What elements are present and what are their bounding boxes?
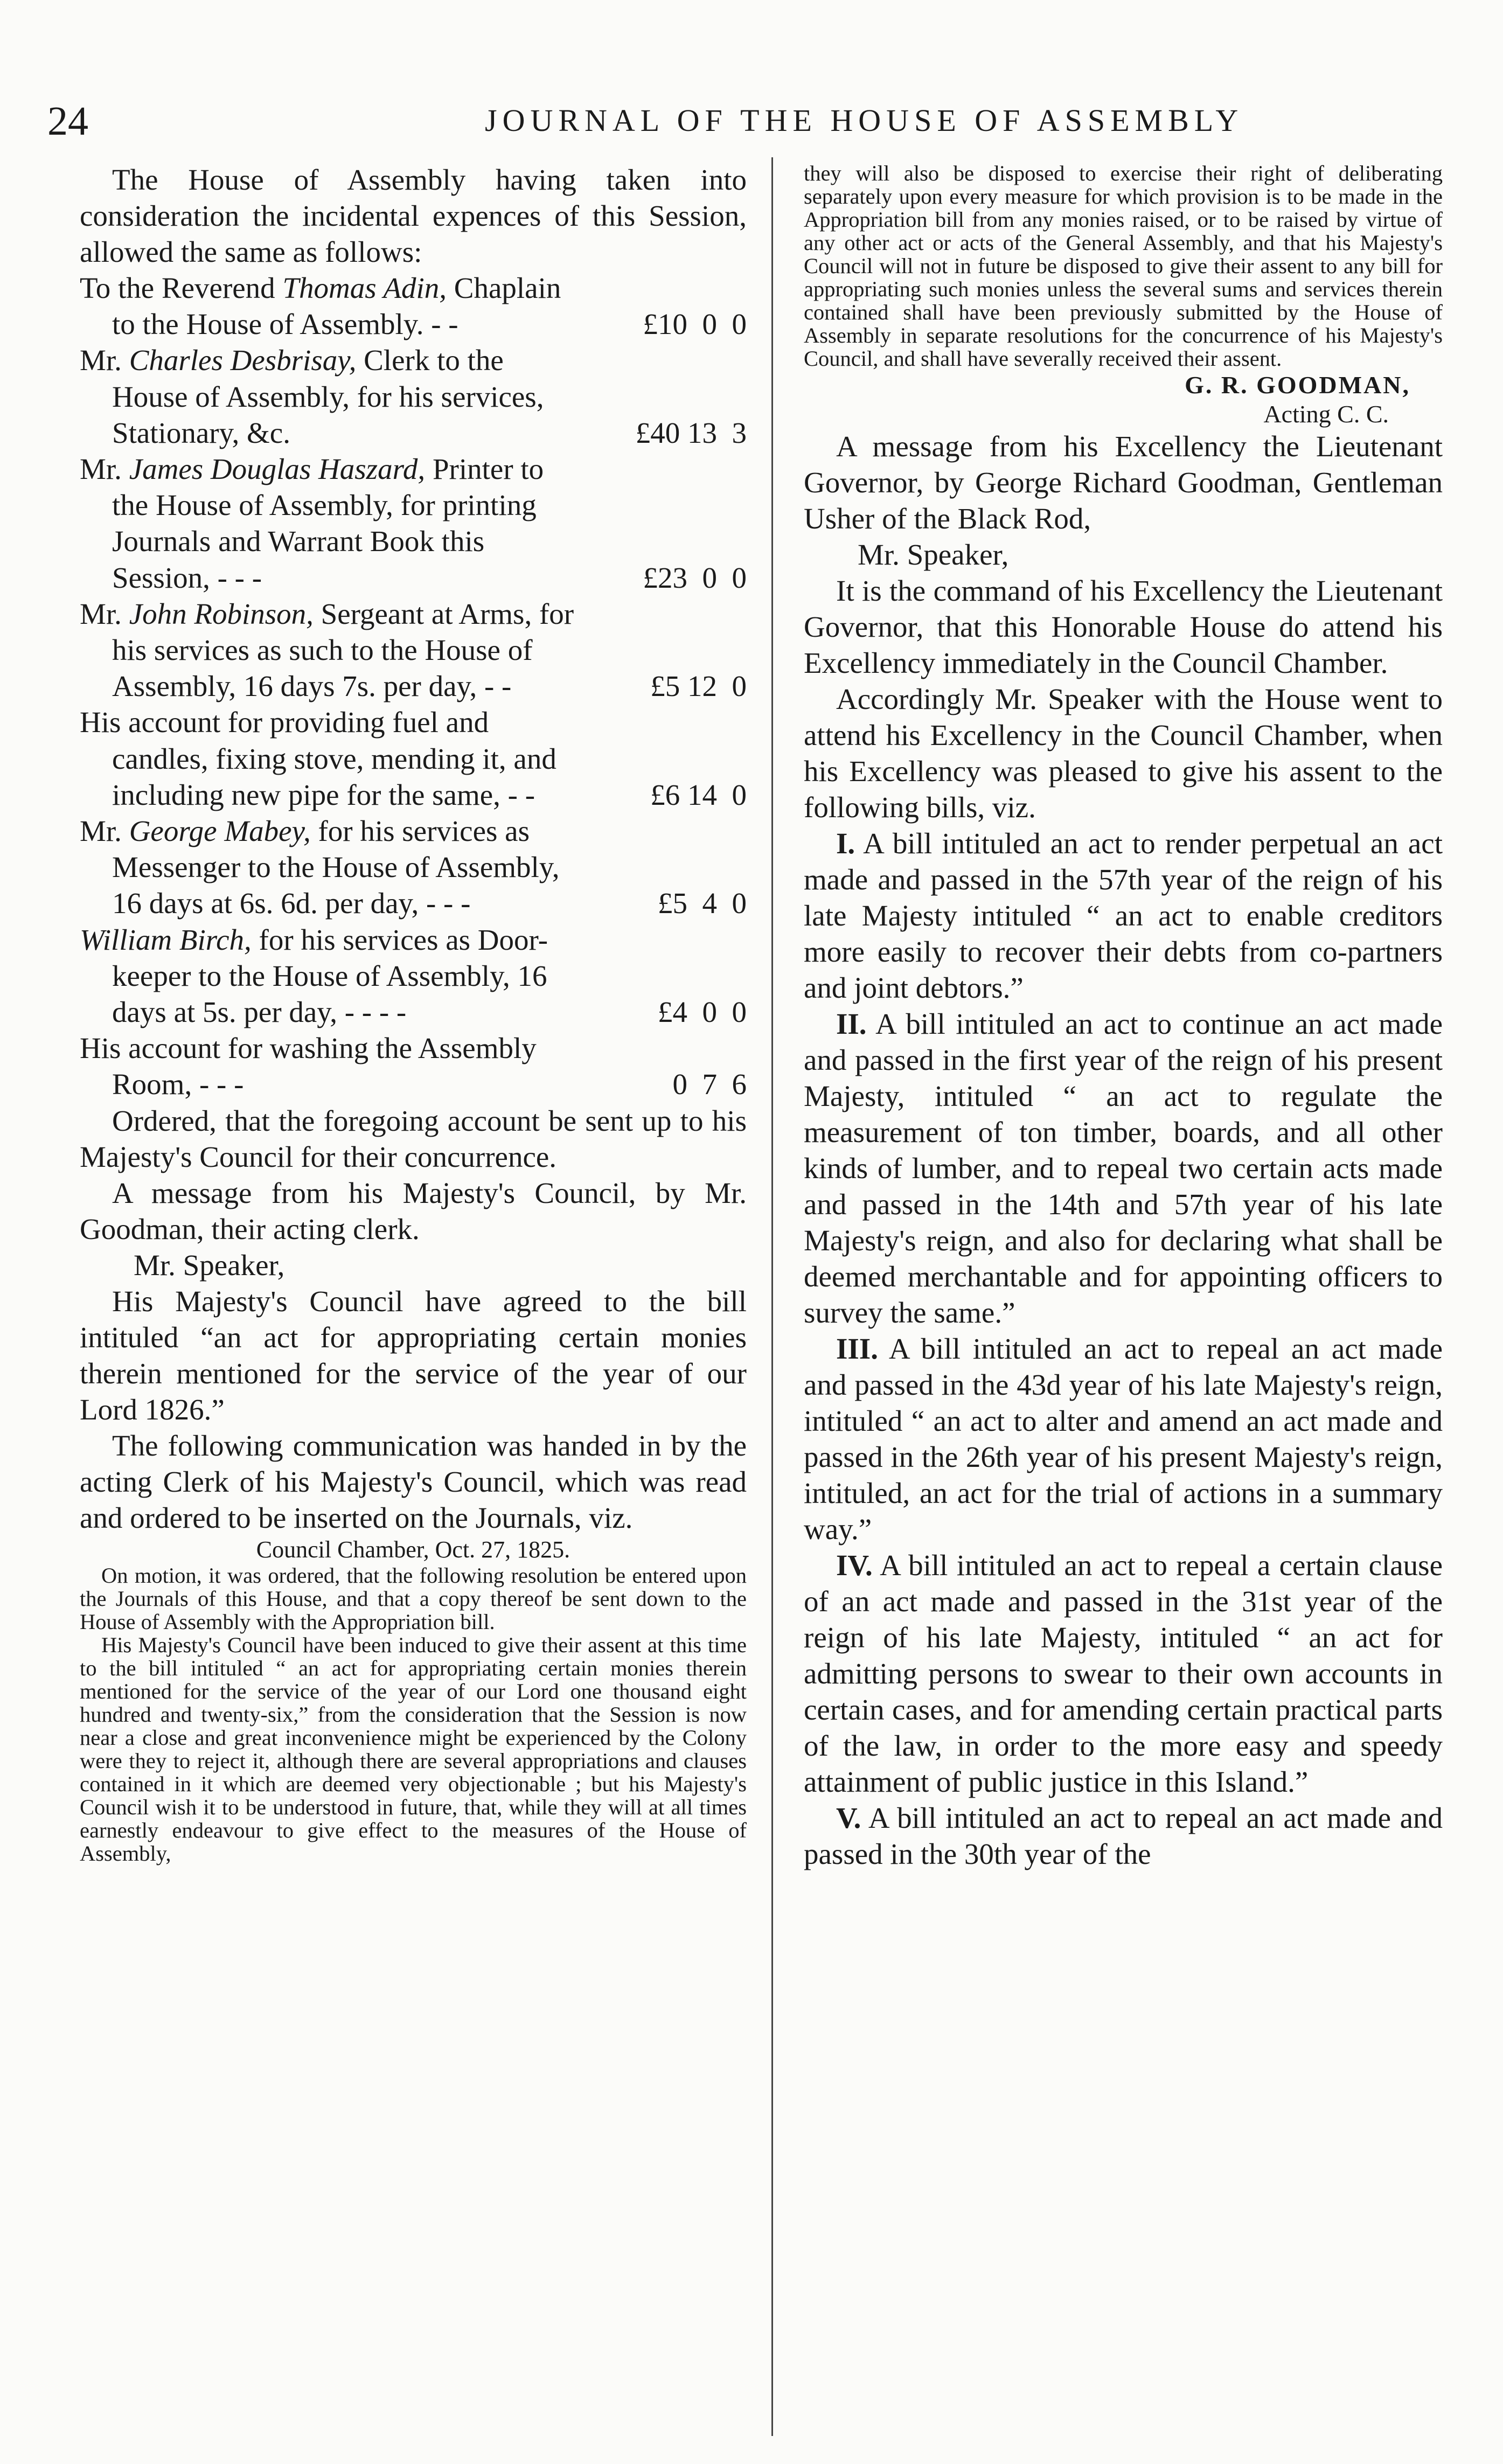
expense-entry — [80, 813, 747, 922]
governor-message: A message from his Excellency the Lieutenant Governor, by George Richard Goodman, Gentleman Usher of the Black Rod, — [804, 430, 1443, 535]
expense-amount: £5 4 0 — [658, 887, 747, 920]
bill-text: A bill intituled an act to repeal an act made and passed in the 30th year of the — [804, 1801, 1443, 1870]
expense-entry — [80, 922, 747, 1031]
signature-title: Acting C. C. — [1263, 400, 1389, 428]
right-column — [804, 162, 1443, 1872]
bill-item — [804, 1547, 1443, 1800]
expense-entry — [80, 342, 747, 451]
bill-item — [804, 1331, 1443, 1547]
column-rule — [771, 157, 773, 2436]
bill-text: A bill intituled an act to repeal a certain clause of an act made and passed in the 31st year of the reign of his late Majesty, intituled “ an act for admitting persons to swear to their own accounts in certain cases, and for amending certain practical parts of the law, in order to the more easy and speedy attainment of public justice in this Island.” — [804, 1549, 1443, 1798]
expense-amount: £23 0 0 — [643, 561, 747, 594]
expense-description: His account for providing fuel and candles, fixing stove, mending it, and including new pipe for the same, - - — [80, 706, 556, 811]
expense-description: Mr. Charles Desbrisay, Clerk to the House of Assembly, for his services, Stationary, &c. — [80, 344, 544, 449]
expense-description: Mr. James Douglas Haszard, Printer to the House of Assembly, for printing Journals and Warrant Book this Session, - - - — [80, 453, 544, 594]
left-column — [80, 162, 747, 1865]
expense-entry — [80, 451, 747, 596]
payee-name: James Douglas Haszard, — [129, 453, 426, 486]
expense-list — [80, 270, 747, 1103]
expense-amount: £10 0 0 — [643, 308, 747, 341]
speaker-salutation: Mr. Speaker, — [134, 1248, 285, 1282]
expense-amount: £5 12 0 — [650, 670, 747, 703]
communication-paragraph: The following communication was handed in by the acting Clerk of his Majesty's Council, which was read and ordered to be inserted on the Journals, viz. — [80, 1429, 747, 1534]
expense-description: His account for washing the Assembly Room, - - - — [80, 1032, 537, 1101]
expense-amount: £40 13 3 — [635, 416, 747, 449]
expense-entry — [80, 1030, 747, 1102]
bill-text: A bill intituled an act to repeal an act made and passed in the 43d year of his late Majesty's reign, intituled “ an act to alter and amend an act made and passed in the 26th year of his present Majesty's reign, intituled, an act for the trial of actions in a summary way.” — [804, 1332, 1443, 1546]
bill-item — [804, 825, 1443, 1006]
expense-amount: 0 7 6 — [672, 1068, 747, 1101]
council-agreed: His Majesty's Council have agreed to the bill intituled “an act for appropriating certain monies therein mentioned for the service of the year of our Lord 1826.” — [80, 1284, 747, 1426]
running-head: JOURNAL OF THE HOUSE OF ASSEMBLY — [485, 103, 1244, 138]
bill-list — [804, 825, 1443, 1872]
expense-entry — [80, 270, 747, 342]
bill-number: III. — [836, 1332, 878, 1365]
bill-number: IV. — [836, 1549, 873, 1582]
command-paragraph: It is the command of his Excellency the Lieutenant Governor, that this Honorable House do attend his Excellency immediately in the Council Chamber. — [804, 574, 1443, 679]
payee-name: William Birch, — [80, 923, 252, 956]
payee-name: John Robinson, — [129, 597, 314, 630]
bill-text: A bill intituled an act to render perpetual an act made and passed in the 57th year of the reign of his late Majesty intituled “ an act to enable creditors more easily to recover their debts from co-partners and joint debtors.” — [804, 827, 1443, 1004]
payee-name: George Mabey, — [129, 815, 311, 848]
bill-number: II. — [836, 1007, 867, 1040]
page-header — [0, 98, 1503, 144]
bill-number: V. — [836, 1801, 861, 1834]
expense-description: To the Reverend Thomas Adin, Chaplain to the House of Assembly. - - — [80, 272, 561, 341]
payee-name: Thomas Adin, — [282, 272, 447, 304]
expense-amount: £4 0 0 — [658, 996, 747, 1029]
dateline: Council Chamber, Oct. 27, 1825. — [256, 1536, 570, 1563]
resolution-continued: they will also be disposed to exercise their right of deliberating separately upon every measure for which provision is to be made in the Appropriation bill from any monies raised, or to be raised by virtue of any other act or acts of the General Assembly, and that his Majesty's Council will not in future be disposed to give their assent to any bill for appropriating such monies unless the several sums and services therein contained shall have been previously submitted by the House of Assembly in separate resolutions for the concurrence of his Majesty's Council, and shall have severally received their assent. — [804, 161, 1443, 371]
bill-item — [804, 1800, 1443, 1872]
expense-description: Mr. George Mabey, for his services as Messenger to the House of Assembly, 16 days at 6s. 6d. per day, - - - — [80, 815, 560, 920]
resolution-text: His Majesty's Council have been induced to give their assent at this time to the bill intituled “ an act for appropriating certain monies therein mentioned for the service of the year of our Lord one thousand eight hundred and twenty-six,” from the consideration that the Session is now near a close and great inconvenience might be experienced by the Colony were they to reject it, although there are several appropriations and clauses contained in it which are deemed very objectionable ; but his Majesty's Council wish it to be understood in future, that, while they will at all times earnestly endeavour to give effect to the measures of the House of Assembly, — [80, 1632, 747, 1866]
bill-item — [804, 1006, 1443, 1331]
intro-paragraph: The House of Assembly having taken into consideration the incidental expences of this Session, allowed the same as follows: — [80, 163, 747, 268]
payee-name: Charles Desbrisay, — [129, 344, 357, 377]
signature-name: G. R. GOODMAN, — [1185, 371, 1410, 399]
expense-entry — [80, 704, 747, 813]
page-number: 24 — [47, 99, 88, 144]
council-message: A message from his Majesty's Council, by Mr. Goodman, their acting clerk. — [80, 1176, 747, 1245]
expense-entry — [80, 596, 747, 705]
resolution-motion: On motion, it was ordered, that the following resolution be entered upon the Journals of this House, and that a copy thereof be sent down to the House of Assembly with the Appropriation bill. — [80, 1563, 747, 1634]
bill-text: A bill intituled an act to continue an act made and passed in the first year of the reign of his present Majesty, intituled “ an act to regulate the measurement of ton timber, boards, and all other kinds of lumber, and to repeal two certain acts made and passed in the 14th and 57th year of his late Majesty's reign, and also for declaring what shall be deemed merchantable and for appointing officers to survey the same.” — [804, 1007, 1443, 1329]
expense-amount: £6 14 0 — [650, 778, 747, 811]
accordingly-paragraph: Accordingly Mr. Speaker with the House went to attend his Excellency in the Council Chamber, when his Excellency was pleased to give his assent to the following bills, viz. — [804, 683, 1443, 824]
speaker-salutation-2: Mr. Speaker, — [858, 538, 1009, 571]
ordered-paragraph: Ordered, that the foregoing account be sent up to his Majesty's Council for their concurrence. — [80, 1104, 747, 1173]
expense-description: William Birch, for his services as Door-keeper to the House of Assembly, 16 days at 5s. per day, - - - - — [80, 923, 548, 1029]
bill-number: I. — [836, 827, 855, 860]
expense-description: Mr. John Robinson, Sergeant at Arms, for his services as such to the House of Assembly, 16 days 7s. per day, - - — [80, 597, 574, 703]
